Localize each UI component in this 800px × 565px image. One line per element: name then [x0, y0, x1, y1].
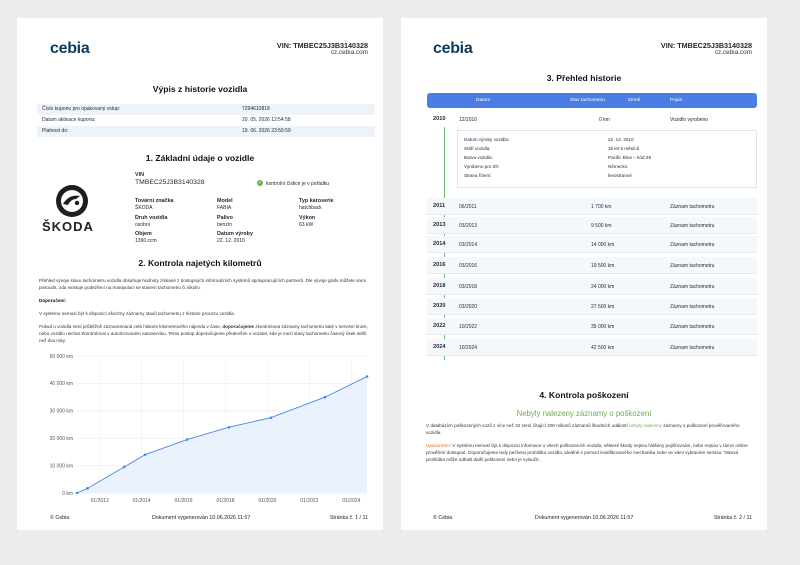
- text-part: Pokud u vozidla není průběžně zaznamenaná celá historie kilometrového nájezdu v čase,: [39, 324, 223, 329]
- section-history-title: 3. Přehled historie: [546, 73, 622, 83]
- header-vin: VIN: TMBEC25J3B3140328: [276, 41, 368, 50]
- y-tick-label: 50 000 km: [49, 353, 73, 360]
- report-page-1: [17, 18, 383, 530]
- text-part: V systému nemusí být k dispozici informace o všech poškozeních vozidla, některé škody nejsou hlášeny pojišťovnám, nebo nejsou v rámci online prověření dostupné. Doporučujeme tedy pečlivou prohlídku vozidla, ideálně s pomocí kvalifikovaného mechanika nebo ve vámi vybraném servisu. Taková prohlídka může odhalit další poškození nebo je vyloučit.: [426, 443, 748, 462]
- vin-value: TMBEC25J3B3140328: [135, 179, 205, 186]
- detail-label: Barva vozidla:: [464, 155, 493, 160]
- spec-value: hatchback: [299, 205, 322, 211]
- history-row: [427, 236, 757, 253]
- row-desc: Záznam tachometru: [670, 345, 715, 351]
- row-date: 03/2013: [459, 223, 478, 229]
- meta-row-validity: [37, 126, 375, 137]
- row-date: 03/2014: [459, 242, 478, 248]
- x-tick-label: 01/2014: [132, 498, 151, 504]
- header-date: Datum: [476, 98, 491, 103]
- row-date: 06/2011: [459, 204, 477, 210]
- damage-warning-text: [426, 442, 756, 463]
- recommendation-detail: [39, 323, 369, 344]
- row-year: 2013: [433, 222, 446, 228]
- data-point: [123, 466, 126, 469]
- y-tick-label: 20 000 km: [49, 436, 73, 442]
- data-point: [324, 396, 327, 399]
- row-desc: Záznam tachometru: [670, 304, 715, 310]
- spec-value: 22. 12. 2010: [217, 238, 245, 244]
- row-desc: Záznam tachometru: [670, 263, 715, 269]
- row-km: 42 500 km: [591, 345, 615, 351]
- detail-label: Stáří vozidla:: [464, 146, 491, 151]
- history-row: [427, 198, 757, 215]
- header-description: Popis: [670, 98, 682, 103]
- footer-generated: Dokument vygenerován 10.06.2026 11:57: [152, 515, 251, 521]
- spec-label: Datum výroby: [217, 231, 253, 237]
- row-date: 03/2018: [459, 284, 478, 290]
- history-row: [427, 339, 757, 356]
- x-tick-label: 01/2016: [174, 498, 193, 504]
- check-icon: ✓: [257, 180, 263, 186]
- row-year: 2018: [433, 283, 446, 289]
- text-part: V databázích poškozených vozů z více než 32 zemí čítající 200 milionů záznamů škodních událostí: [426, 423, 629, 428]
- recommendation-text: V systému nemusí být k dispozici všechny záznamy stavů tachometru z historie provozu vozidla.: [39, 311, 236, 316]
- detail-value: 15 let 5 měsíců: [608, 146, 640, 151]
- row-desc: Záznam tachometru: [670, 204, 715, 210]
- row-date: 10/2022: [459, 324, 478, 330]
- row-km: 14 000 km: [591, 242, 615, 248]
- vin-label: VIN: [135, 172, 144, 178]
- header-odometer: Stav tachometru: [570, 98, 605, 103]
- detail-value: 22. 12. 2010: [608, 137, 634, 142]
- spec-value: 1390 ccm: [135, 238, 157, 244]
- spec-label: Model: [217, 198, 233, 204]
- vin-check-text: kontrolní číslice je v pořádku: [266, 181, 330, 187]
- detail-value: Německo: [608, 164, 628, 169]
- spec-value: FABIA: [217, 205, 232, 211]
- recommendation-label: Doporučení:: [39, 298, 67, 303]
- y-tick-label: 40 000 km: [49, 381, 73, 388]
- spec-value: ŠKODA: [135, 205, 153, 211]
- history-row: [427, 217, 757, 234]
- x-tick-label: 01/2012: [90, 498, 109, 504]
- text-emphasis: doporučujeme: [222, 324, 255, 329]
- x-tick-label: 01/2024: [342, 498, 361, 504]
- section-basic-info-title: 1. Základní údaje o vozidle: [145, 153, 255, 163]
- row-km: 0 km: [599, 117, 610, 123]
- header-vin: VIN: TMBEC25J3B3140328: [660, 41, 752, 50]
- meta-row-coupon: [37, 104, 375, 115]
- footer-generated: Dokument vygenerován 10.06.2026 11:57: [535, 515, 634, 521]
- section-mileage-title: 2. Kontrola najetých kilometrů: [138, 258, 262, 268]
- row-description: Vozidlo vyrobeno: [670, 117, 709, 123]
- vehicle-detail-box: [457, 130, 757, 188]
- mileage-intro-text: Přehled vývoje stavu tachometru vozidla obsahuje hodnoty získané z dostupných informačních systémů spolupracujících partnerů. Dle vývoje grafu můžete sami posoudit, zda existuje podezření na manipulaci se stavem tachometru či nikoliv.: [39, 278, 366, 290]
- detail-value: Pacific Blue – kód Z5: [608, 155, 652, 160]
- no-damage-notice: Nebyly nalezeny záznamy o poškození: [516, 409, 652, 418]
- cebia-logo: cebia: [433, 40, 473, 57]
- spec-label: Objem: [135, 231, 152, 237]
- row-year: 2011: [433, 203, 446, 209]
- footer-page-number: Stránka č. 2 / 11: [713, 515, 752, 521]
- y-tick-label: 10 000 km: [49, 463, 73, 470]
- detail-value: levostranné: [608, 173, 632, 178]
- cebia-logo: cebia: [50, 40, 90, 57]
- history-row-manufactured: [427, 111, 757, 127]
- row-date: 03/2016: [459, 263, 478, 269]
- data-point: [228, 426, 231, 429]
- spec-label: Typ karoserie: [299, 198, 334, 204]
- meta-label: Datum aktivace kuponu:: [42, 117, 96, 123]
- skoda-wordmark: ŠKODA: [42, 219, 94, 234]
- meta-value: 20. 05. 2026 12:54:58: [242, 117, 291, 123]
- data-point: [86, 487, 89, 490]
- header-url[interactable]: cz.cebia.com: [714, 49, 752, 56]
- section-damage-title: 4. Kontrola poškození: [539, 390, 629, 400]
- text-highlight: nebyly nalezeny: [629, 423, 662, 428]
- row-desc: Záznam tachometru: [670, 324, 715, 330]
- row-km: 9 500 km: [591, 223, 612, 229]
- row-km: 1 700 km: [591, 204, 612, 210]
- detail-label: Vyrobeno pro trh:: [464, 164, 500, 169]
- x-tick-label: 01/2020: [258, 498, 277, 504]
- row-km: 19 500 km: [591, 263, 615, 269]
- row-year: 2010: [433, 116, 446, 122]
- row-desc: Záznam tachometru: [670, 223, 715, 229]
- header-country: Země: [628, 98, 641, 103]
- mileage-chart: [17, 348, 383, 506]
- x-tick-label: 01/2022: [300, 498, 319, 504]
- data-point: [270, 416, 273, 419]
- spec-label: Tovární značka: [135, 198, 174, 204]
- row-year: 2022: [433, 323, 446, 329]
- row-km: 24 000 km: [591, 284, 615, 290]
- spec-value: benzín: [217, 222, 233, 228]
- text-part: zkontrolovat záznamy tachometru také v servisní knize, nebo vozidlo nechat zkontrolovat v autorizovaném autoservisu. Tento postup doporučujeme především u vozidel, kde je mezi stavy tachometru časový úsek delší než dva roky.: [39, 324, 368, 343]
- spec-label: Výkon: [299, 215, 316, 221]
- row-year: 2016: [433, 262, 446, 268]
- mileage-area: [77, 377, 367, 493]
- history-table-header: [427, 93, 757, 108]
- row-desc: Záznam tachometru: [670, 284, 715, 290]
- data-point: [76, 492, 79, 495]
- spec-label: Druh vozidla: [135, 215, 168, 221]
- meta-value: 7294610818: [242, 106, 270, 112]
- warning-label: Upozornění:: [426, 443, 452, 448]
- row-km: 35 000 km: [591, 324, 615, 330]
- row-year: 2014: [433, 241, 446, 247]
- report-page-2: [401, 18, 767, 530]
- footer-page-number: Stránka č. 1 / 11: [329, 515, 368, 521]
- page-title: Výpis z historie vozidla: [152, 84, 248, 94]
- meta-row-activation: [37, 115, 375, 126]
- data-point: [186, 438, 189, 441]
- meta-value: 19. 06. 2026 23:59:59: [242, 128, 291, 134]
- meta-label: Číslo kuponu pro opakovaný vstup:: [42, 106, 121, 112]
- history-row: [427, 278, 757, 295]
- x-tick-label: 01/2018: [216, 498, 235, 504]
- footer-copyright: © Cebia: [433, 515, 453, 521]
- y-tick-label: 0 km: [62, 490, 73, 497]
- data-point: [366, 375, 369, 378]
- header-url[interactable]: cz.cebia.com: [330, 49, 368, 56]
- detail-label: Datum výroby vozidla:: [464, 137, 510, 142]
- row-date: 12/2010: [459, 117, 478, 123]
- spec-value: osobní: [135, 222, 151, 228]
- detail-label: Strana řízení:: [464, 173, 492, 178]
- history-row: [427, 257, 757, 274]
- skoda-emblem-icon: [55, 184, 89, 218]
- spec-label: Palivo: [217, 215, 233, 221]
- text-part: záznamy o poškození prověřovaného vozidla.: [426, 423, 740, 435]
- row-desc: Záznam tachometru: [670, 242, 715, 248]
- history-row: [427, 318, 757, 335]
- row-year: 2024: [433, 344, 446, 350]
- row-date: 03/2020: [459, 304, 478, 310]
- data-point: [144, 453, 147, 456]
- row-date: 10/2024: [459, 345, 478, 351]
- y-tick-label: 30 000 km: [49, 408, 73, 415]
- damage-text: [426, 422, 756, 436]
- footer-copyright: © Cebia: [50, 515, 70, 521]
- meta-label: Platnost do:: [42, 128, 69, 134]
- history-row: [427, 298, 757, 315]
- row-km: 27 500 km: [591, 304, 615, 310]
- row-year: 2020: [433, 303, 446, 309]
- spec-value: 63 kW: [299, 222, 314, 228]
